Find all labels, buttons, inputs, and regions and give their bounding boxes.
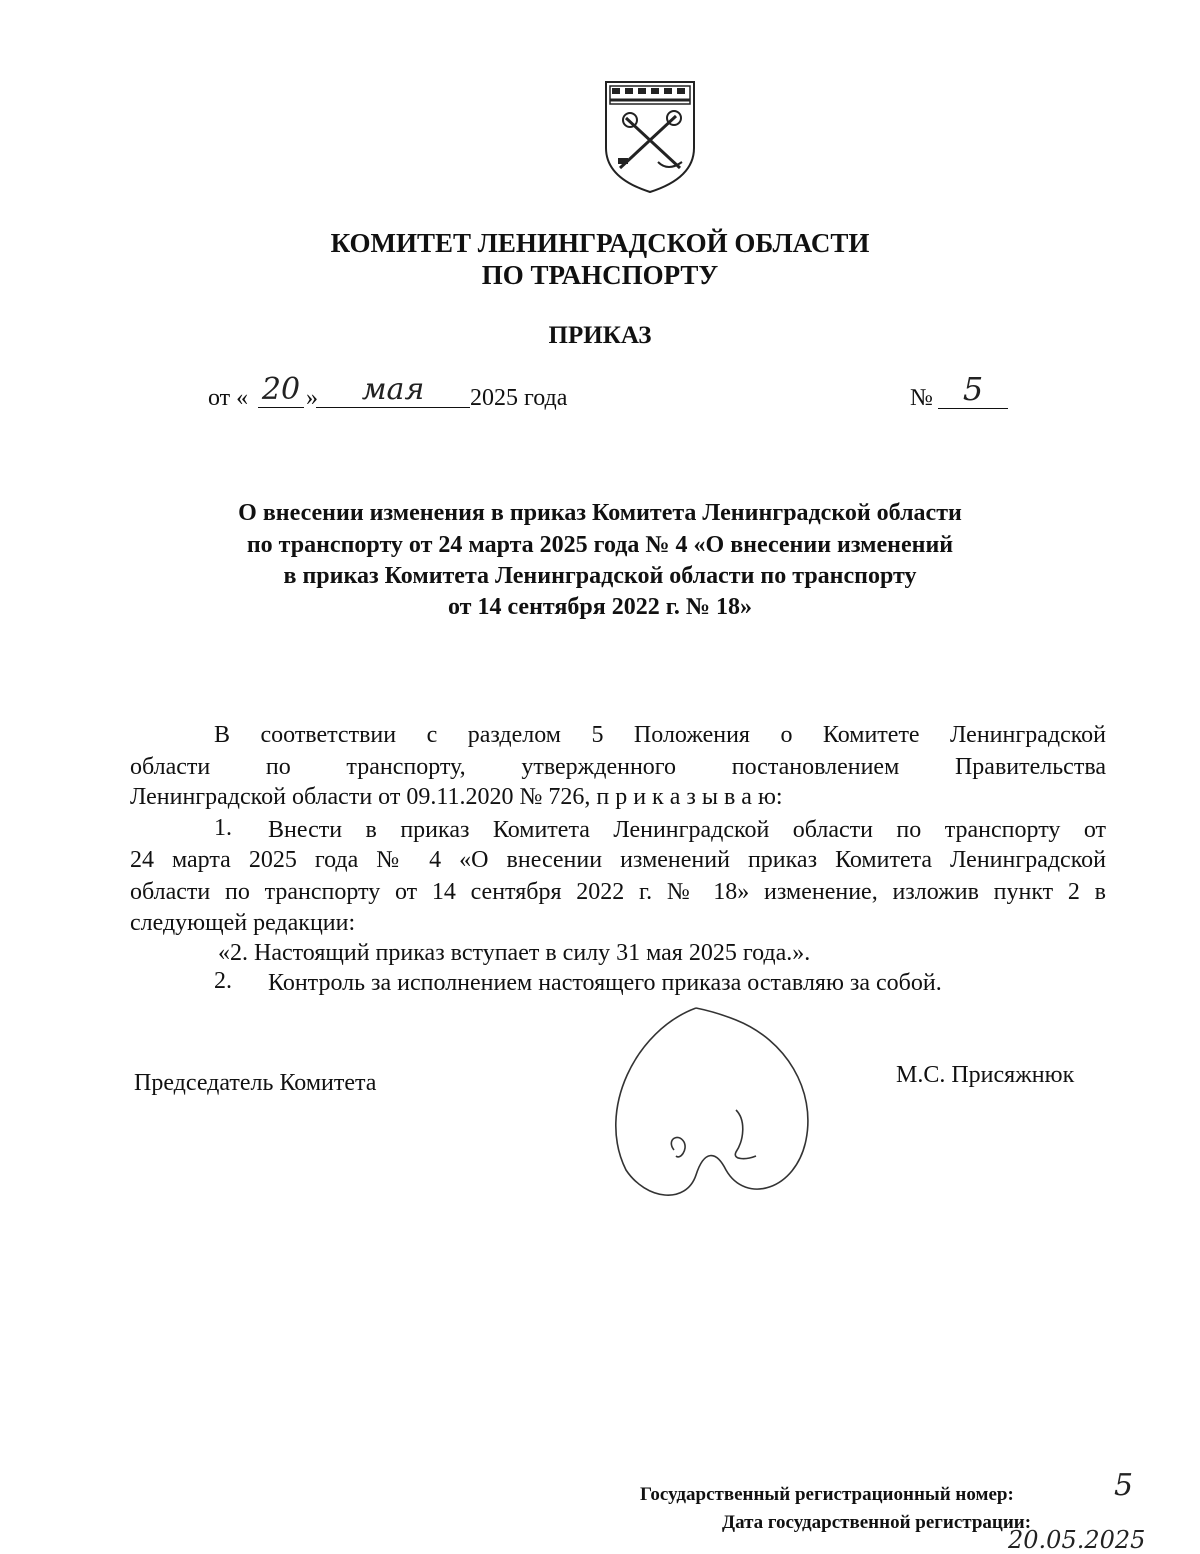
document-type: ПРИКАЗ (548, 322, 652, 349)
date-day: 20 (258, 372, 304, 408)
intro-line1: В соответствии с разделом 5 Положения о Комитете Ленинградской (214, 722, 1106, 748)
item1-line3: области по транспорту от 14 сентября 2022 г. № 18» изменение, изложив пункт 2 в (130, 879, 1106, 905)
number-label: № (910, 385, 933, 411)
item2-text: Контроль за исполнением настоящего приказа оставляю за собой. (268, 970, 942, 996)
item1-line2: 24 марта 2025 года № 4 «О внесении изменений приказ Комитета Ленинградской (130, 847, 1106, 873)
signature-scribble-icon (596, 1000, 826, 1210)
signatory-position: Председатель Комитета (134, 1070, 377, 1096)
date-line (208, 370, 1108, 420)
registration-number-label: Государственный регистрационный номер: (640, 1484, 1014, 1505)
handwritten-signature (596, 1000, 826, 1210)
item1-line1: Внести в приказ Комитета Ленинградской области по транспорту от (268, 817, 1106, 843)
date-prefix: от « (208, 385, 249, 411)
title-line3: в приказ Комитета Ленинградской области по транспорту (283, 563, 917, 589)
registration-date-label: Дата государственной регистрации: (722, 1512, 1032, 1533)
coat-of-arms-icon (598, 78, 702, 196)
title-line1: О внесении изменения в приказ Комитета Ленинградской области (238, 500, 962, 526)
title-line2: по транспорту от 24 марта 2025 года № 4 «О внесении изменений (246, 532, 954, 558)
registration-number-value: 5 (1114, 1468, 1134, 1503)
item1-line4: следующей редакции: (130, 910, 356, 936)
coat-of-arms-emblem (598, 78, 702, 196)
organization-name-line1: КОМИТЕТ ЛЕНИНГРАДСКОЙ ОБЛАСТИ (330, 228, 870, 258)
date-month: мая (316, 372, 470, 408)
quoted-new-text: «2. Настоящий приказ вступает в силу 31 мая 2025 года.». (218, 940, 811, 966)
signatory-name: М.С. Присяжнюк (896, 1062, 1075, 1088)
organization-name-line2: ПО ТРАНСПОРТУ (481, 260, 719, 290)
date-year: 2025 года (470, 385, 568, 411)
title-line4: от 14 сентября 2022 г. № 18» (448, 594, 752, 620)
document-number: 5 (938, 370, 1008, 409)
date-quote-close: » (306, 385, 318, 411)
item2-number: 2. (214, 968, 232, 994)
registration-date-value: 20.05.2025 (1008, 1526, 1146, 1554)
item1-number: 1. (214, 815, 232, 841)
intro-line3: Ленинградской области от 09.11.2020 № 726, п р и к а з ы в а ю: (130, 784, 783, 810)
intro-line2: области по транспорту, утвержденного постановлением Правительства (130, 754, 1106, 780)
